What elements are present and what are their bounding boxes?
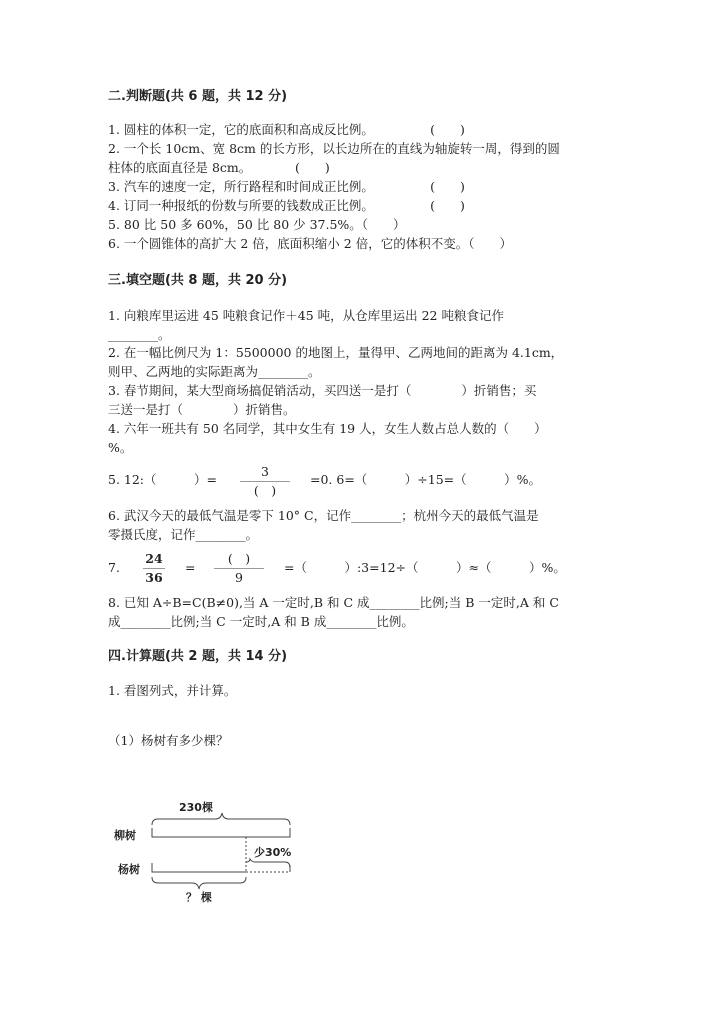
question: 三送一是打（ ）折销售。 <box>108 402 296 417</box>
question: 1. 圆柱的体积一定，它的底面积和高成反比例。 ( ) <box>108 122 465 137</box>
denominator: ( ) <box>253 483 277 498</box>
question: %。 <box>108 440 133 455</box>
row2-label: 杨树 <box>118 863 140 876</box>
section-2-title: 二.判断题(共 6 题，共 12 分) <box>108 89 288 104</box>
question: 柱体的底面直径是 8cm。 ( ) <box>108 160 330 175</box>
small-brace <box>246 859 290 868</box>
question: 成________比例;当 C 一定时,A 和 B 成________比例。 <box>108 614 414 629</box>
unknown-label: ？ 棵 <box>186 891 212 904</box>
question: 6. 一个圆锥体的高扩大 2 倍，底面积缩小 2 倍，它的体积不变。（ ） <box>108 236 512 251</box>
sub-question: （1）杨树有多少棵？ <box>108 733 229 748</box>
section-3-title: 三.填空题(共 8 题，共 20 分) <box>108 273 288 288</box>
section-4-title: 四.计算题(共 2 题，共 14 分) <box>108 649 288 664</box>
numerator: 3 <box>261 464 269 479</box>
willow-bar <box>152 828 290 837</box>
total-label: 230棵 <box>179 801 213 814</box>
question-5-a: 5. 12:（ ）= <box>108 472 217 487</box>
numerator: 24 <box>145 551 163 566</box>
top-brace <box>152 813 290 825</box>
question: 2. 在一幅比例尺为 1：5500000 的地图上，量得甲、乙两地间的距离为 4.1cm， <box>108 345 564 360</box>
question: 4. 订同一种报纸的份数与所要的钱数成正比例。 ( ) <box>108 198 465 213</box>
question: 6. 武汉今天的最低气温是零下 10° C，记作________；杭州今天的最低气温是 <box>108 508 539 523</box>
question: 零摄氏度，记作________。 <box>108 527 259 542</box>
poplar-bar <box>152 863 246 872</box>
denominator: 36 <box>145 570 163 585</box>
line-segment-diagram <box>100 795 320 910</box>
denominator: 9 <box>235 570 243 585</box>
fraction <box>143 552 165 585</box>
question-5-b: =0. 6=（ ）÷15=（ ）%。 <box>310 472 542 487</box>
question: 1. 向粮库里运进 45 吨粮食记作＋45 吨，从仓库里运出 22 吨粮食记作 <box>108 308 504 323</box>
question: 2. 一个长 10cm、宽 8cm 的长方形，以长边所在的直线为轴旋转一周，得到的圆 <box>108 141 560 156</box>
question: 8. 已知 A÷B=C(B≠0),当 A 一定时,B 和 C 成________比例;当 B 一定时,A 和 C <box>108 595 559 610</box>
row1-label: 柳树 <box>114 829 136 842</box>
question-7-a: 7. <box>108 560 120 575</box>
question: 4. 六年一班共有 50 名同学，其中女生有 19 人，女生人数占总人数的（ ） <box>108 421 547 436</box>
question: 则甲、乙两地的实际距离为________。 <box>108 364 321 379</box>
question-7-b: =（ ）:3=12÷（ ）≈（ ）%。 <box>284 560 566 575</box>
question: 3. 春节期间，某大型商场搞促销活动，买四送一是打（ ）折销售；买 <box>108 383 537 398</box>
fraction <box>214 552 264 585</box>
equals: = <box>185 560 196 575</box>
question: 5. 80 比 50 多 60%，50 比 80 少 37.5%。（ ） <box>108 217 406 232</box>
bottom-brace <box>152 877 246 889</box>
fraction <box>240 465 290 498</box>
less-label: 少30% <box>254 846 292 859</box>
question: 1. 看图列式，并计算。 <box>108 683 237 698</box>
question: ________。 <box>108 327 171 342</box>
numerator: ( ) <box>227 551 251 566</box>
question: 3. 汽车的速度一定，所行路程和时间成正比例。 ( ) <box>108 179 465 194</box>
